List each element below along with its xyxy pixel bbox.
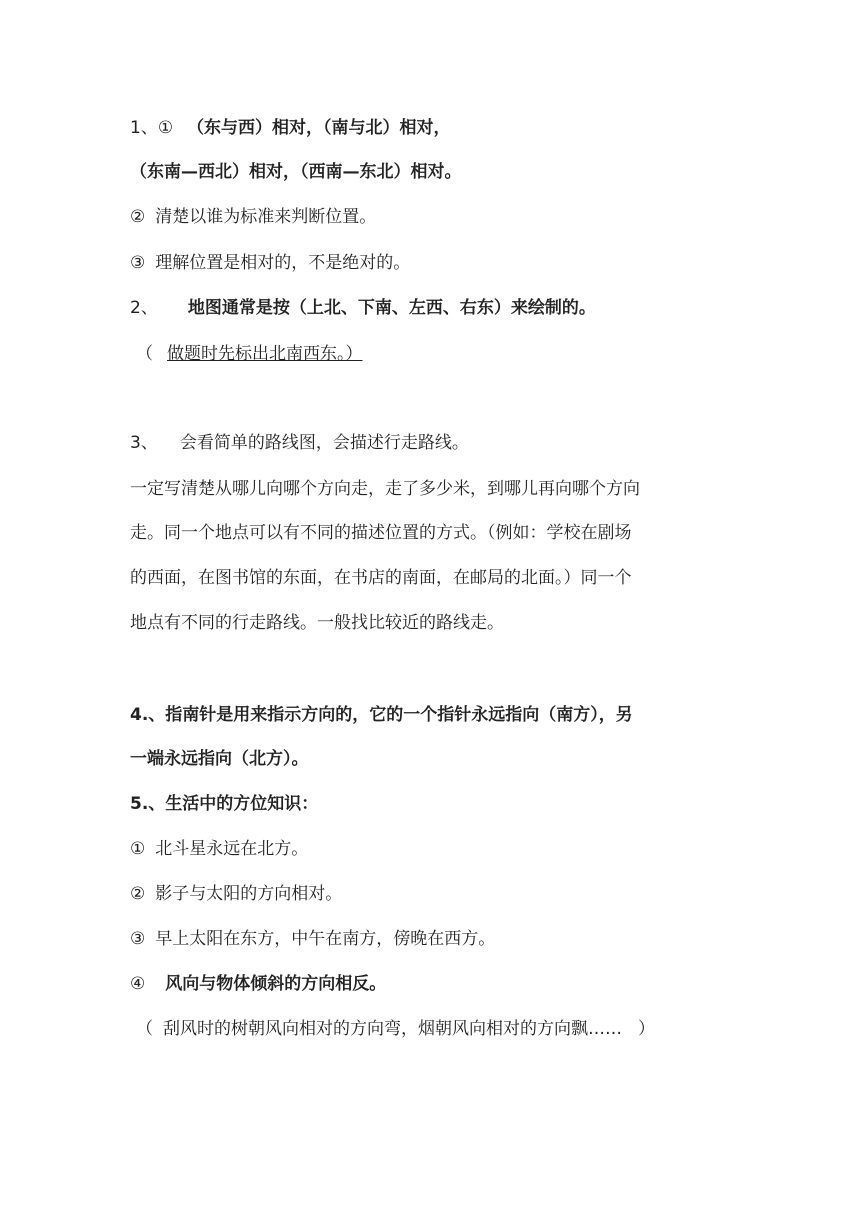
section5-item-2 [130,882,342,906]
section2-heading [130,296,596,320]
circled-2-mark: ② [130,884,146,904]
section5-note-open: （ [136,1019,153,1039]
circled-3-mark: ③ [130,929,146,949]
section3-text: 会看简单的路线图，会描述行走路线。 [179,433,469,453]
section3-number: 3、 [130,433,158,453]
section2-text: 地图通常是按（上北、下南、左西、右东）来绘制的。 [187,298,596,318]
section2-note-text: 做题时先标出北南西东。） [167,344,363,364]
section4-line1: 4.、指南针是用来指示方向的，它的一个指针永远指向（南方），另 [130,705,633,725]
section2-note-open: （ [136,344,153,364]
section3-para-line2: 走。同一个地点可以有不同的描述位置的方式。（例如：学校在剧场 [130,523,632,543]
section1-number: 1、① [130,118,174,138]
section5-item-1 [130,837,308,861]
section5-item-4 [130,972,386,996]
section1-line3 [130,205,376,229]
section1-line4-text: 理解位置是相对的，不是绝对的。 [155,253,411,273]
section2-number: 2、 [130,298,158,318]
section1-line1-text: （东与西）相对，（南与北）相对， [187,118,451,138]
circled-1-mark: ① [130,839,146,859]
section1-line3-text: 清楚以谁为标准来判断位置。 [155,207,377,227]
section5-note-text: 刮风时的树朝风向相对的方向弯，烟朝风向相对的方向飘…… [163,1019,622,1039]
section5-note-close: ） [638,1019,655,1039]
section3-para-line3: 的西面，在图书馆的东面，在书店的南面，在邮局的北面。）同一个 [130,568,632,588]
section1-line4 [130,251,410,275]
section4-line2: 一端永远指向（北方）。 [130,749,309,769]
section3-para-line1: 一定写清楚从哪儿向哪个方向走，走了多少米，到哪儿再向哪个方向 [130,479,640,499]
section5-item-4-text: 风向与物体倾斜的方向相反。 [165,974,387,994]
section5-item-2-text: 影子与太阳的方向相对。 [155,884,343,904]
circled-2-mark: ② [130,207,146,227]
circled-3-mark: ③ [130,253,146,273]
section2-note [136,342,363,366]
section5-item-3 [130,927,495,951]
section3-heading [130,431,469,455]
section1-line2: （东南—西北）相对，（西南—东北）相对。 [130,162,462,182]
section1-line1 [130,116,451,140]
circled-4-mark: ④ [130,974,146,994]
section5-title: 5.、生活中的方位知识： [130,794,319,814]
section5-item-1-text: 北斗星永远在北方。 [155,839,309,859]
section5-note [136,1017,655,1041]
section3-para-line4: 地点有不同的行走路线。一般找比较近的路线走。 [130,613,504,633]
section5-item-3-text: 早上太阳在东方，中午在南方，傍晚在西方。 [155,929,496,949]
